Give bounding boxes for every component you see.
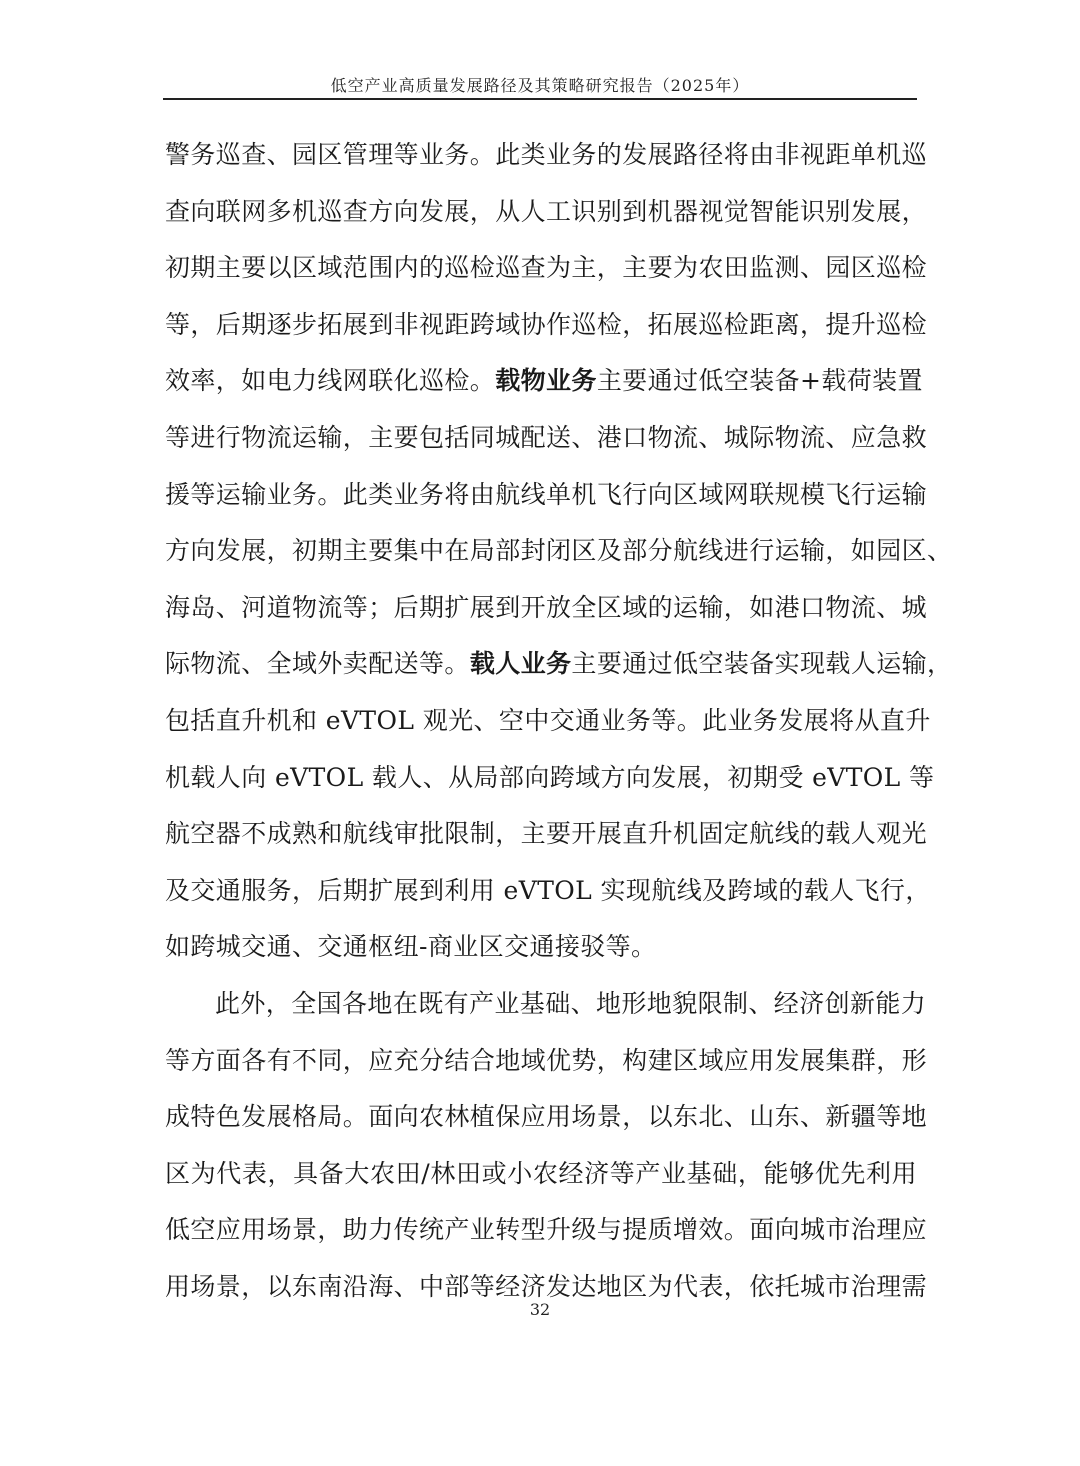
- text-run: 初期主要以区域范围内的巡检巡查为主，主要为农田监测、园区巡检: [165, 253, 928, 283]
- text-line: [165, 467, 928, 524]
- text-run: 成特色发展格局。面向农林植保应用场景，以东北、山东、新疆等地: [165, 1102, 928, 1132]
- text-run: 际物流、全域外卖配送等。: [165, 649, 470, 679]
- text-run: 效率，如电力线网联化巡检。: [165, 366, 496, 396]
- text-run: 区为代表，具备大农田/林田或小农经济等产业基础，能够优先利用: [165, 1158, 917, 1188]
- text-line: [165, 1202, 928, 1259]
- bold-term: 载人业务: [469, 649, 572, 679]
- text-line: [165, 580, 928, 637]
- text-line: [165, 240, 928, 297]
- text-line: [165, 863, 931, 920]
- text-line: [165, 919, 917, 976]
- text-run: 航空器不成熟和航线审批限制，主要开展直升机固定航线的载人观光: [165, 819, 928, 849]
- text-line: [165, 976, 927, 1033]
- text-line: [165, 353, 923, 410]
- text-run: 及交通服务，后期扩展到利用 eVTOL 实现航线及跨域的载人飞行，: [165, 875, 931, 905]
- text-line: [165, 410, 928, 467]
- page-number: 32: [529, 1300, 551, 1319]
- text-run: 主要通过低空装备实现载人运输，: [571, 649, 953, 679]
- text-run: 机载人向 eVTOL 载人、从局部向跨域方向发展，初期受 eVTOL 等: [165, 762, 935, 792]
- header-rule: [163, 98, 917, 100]
- bold-term: 载物业务: [495, 366, 597, 396]
- text-run: 用场景，以东南沿海、中部等经济发达地区为代表，依托城市治理需: [165, 1271, 928, 1301]
- text-line: [165, 297, 928, 354]
- text-line: [165, 693, 931, 750]
- text-line: [165, 750, 935, 807]
- text-line: [165, 636, 953, 693]
- running-header: 低空产业高质量发展路径及其策略研究报告（2025年）: [330, 76, 750, 95]
- text-run: 查向联网多机巡查方向发展，从人工识别到机器视觉智能识别发展，: [165, 196, 928, 226]
- text-run: 等进行物流运输，主要包括同城配送、港口物流、城际物流、应急救: [165, 422, 928, 452]
- text-run: 警务巡查、园区管理等业务。此类业务的发展路径将由非视距单机巡: [165, 140, 928, 169]
- text-line: [165, 523, 953, 580]
- body-text: [165, 127, 953, 1315]
- text-run: 海岛、河道物流等；后期扩展到开放全区域的运输，如港口物流、城: [165, 592, 928, 622]
- text-line: [165, 184, 928, 241]
- text-run: 主要通过低空装备+载荷装置: [596, 366, 923, 396]
- text-run: 等，后期逐步拓展到非视距跨域协作巡检，拓展巡检距离，提升巡检: [165, 309, 928, 339]
- text-run: 此外，全国各地在既有产业基础、地形地貌限制、经济创新能力: [215, 988, 927, 1018]
- text-run: 方向发展，初期主要集中在局部封闭区及部分航线进行运输，如园区、: [165, 536, 953, 566]
- text-run: 如跨城交通、交通枢纽-商业区交通接驳等。: [165, 932, 657, 962]
- text-run: 援等运输业务。此类业务将由航线单机飞行向区域网联规模飞行运输: [165, 479, 928, 509]
- text-line: [165, 806, 928, 863]
- text-run: 低空应用场景，助力传统产业转型升级与提质增效。面向城市治理应: [165, 1215, 928, 1245]
- text-line: [165, 1146, 917, 1203]
- text-run: 等方面各有不同，应充分结合地域优势，构建区域应用发展集群，形: [165, 1045, 928, 1075]
- text-line: [165, 1033, 928, 1090]
- text-line: [165, 127, 928, 184]
- text-line: [165, 1089, 928, 1146]
- text-run: 包括直升机和 eVTOL 观光、空中交通业务等。此业务发展将从直升: [165, 705, 931, 735]
